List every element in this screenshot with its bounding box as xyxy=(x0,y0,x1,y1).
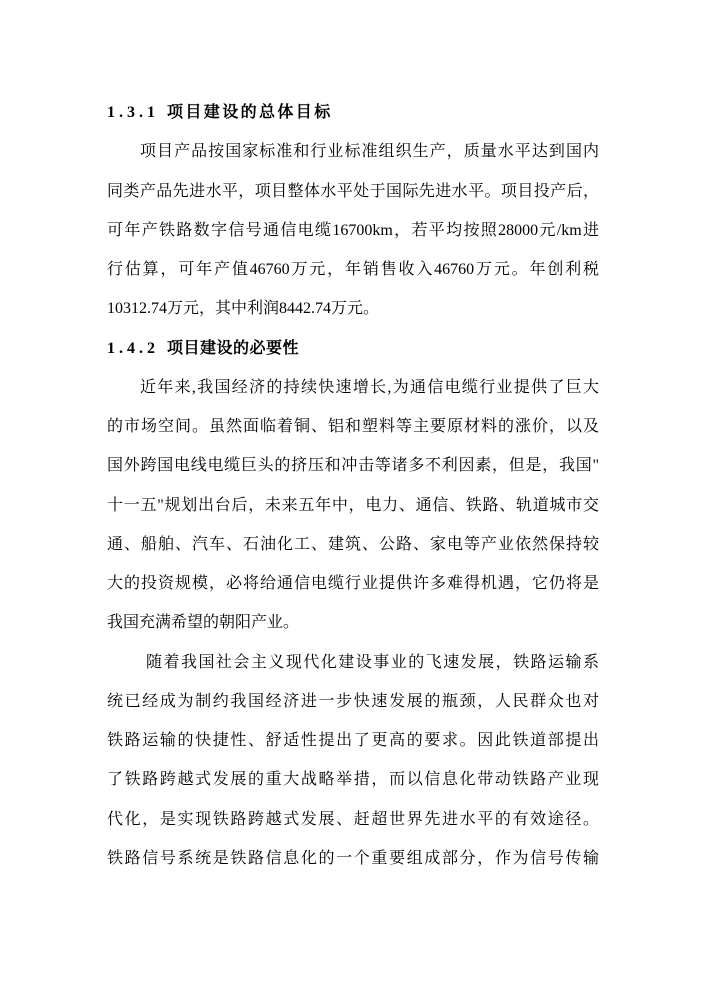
text-line: 的市场空间。虽然面临着铜、铝和塑料等主要原材料的涨价，以及 xyxy=(107,418,599,435)
text-line: 代化，是实现铁路跨越式发展、赶超世界先进水平的有效途径。 xyxy=(107,810,599,828)
text-line: 随着我国社会主义现代化建设事业的飞速发展，铁路运输系 xyxy=(146,653,599,671)
text-line: 行估算，可年产值46760万元，年销售收入46760万元。年创利税 xyxy=(107,261,599,278)
document-body xyxy=(107,93,599,878)
heading-number: 1.3.1 xyxy=(107,104,159,121)
text-line: 10312.74万元，其中利润8442.74万元。 xyxy=(107,300,380,318)
text-line: 可年产铁路数字信号通信电缆16700km，若平均按照28000元/km进 xyxy=(107,221,599,239)
text-line: 十一五"规划出台后，未来五年中，电力、通信、铁路、轨道城市交 xyxy=(107,496,599,514)
heading-title: 项目建设的必要性 xyxy=(167,339,300,357)
text-line: 统已经成为制约我国经济进一步快速发展的瓶颈，人民群众也对 xyxy=(107,692,599,710)
paragraph xyxy=(107,368,599,643)
text-line: 项目产品按国家标准和行业标准组织生产，质量水平达到国内 xyxy=(140,143,599,161)
text-line: 通、船舶、汽车、石油化工、建筑、公路、家电等产业依然保持较 xyxy=(107,535,599,553)
paragraph xyxy=(107,643,599,879)
text-line: 大的投资规模，必将给通信电缆行业提供许多难得机遇，它仍将是 xyxy=(107,575,599,592)
text-line: 近年来,我国经济的持续快速增长,为通信电缆行业提供了巨大 xyxy=(140,378,599,396)
section-heading xyxy=(107,93,599,132)
section-heading xyxy=(107,329,599,368)
text-line: 铁路信号系统是铁路信息化的一个重要组成部分，作为信号传输 xyxy=(107,849,599,867)
text-line: 同类产品先进水平，项目整体水平处于国际先进水平。项目投产后， xyxy=(107,182,599,200)
text-line: 铁路运输的快捷性、舒适性提出了更高的要求。因此铁道部提出 xyxy=(107,732,599,749)
paragraph xyxy=(107,132,599,328)
text-line: 我国充满希望的朝阳产业。 xyxy=(107,614,300,632)
text-line: 了铁路跨越式发展的重大战略举措，而以信息化带动铁路产业现 xyxy=(107,771,599,789)
heading-title: 项目建设的总体目标 xyxy=(167,104,333,121)
heading-number: 1.4.2 xyxy=(107,339,159,357)
text-line: 国外跨国电线电缆巨头的挤压和冲击等诸多不利因素，但是，我国" xyxy=(107,457,599,475)
